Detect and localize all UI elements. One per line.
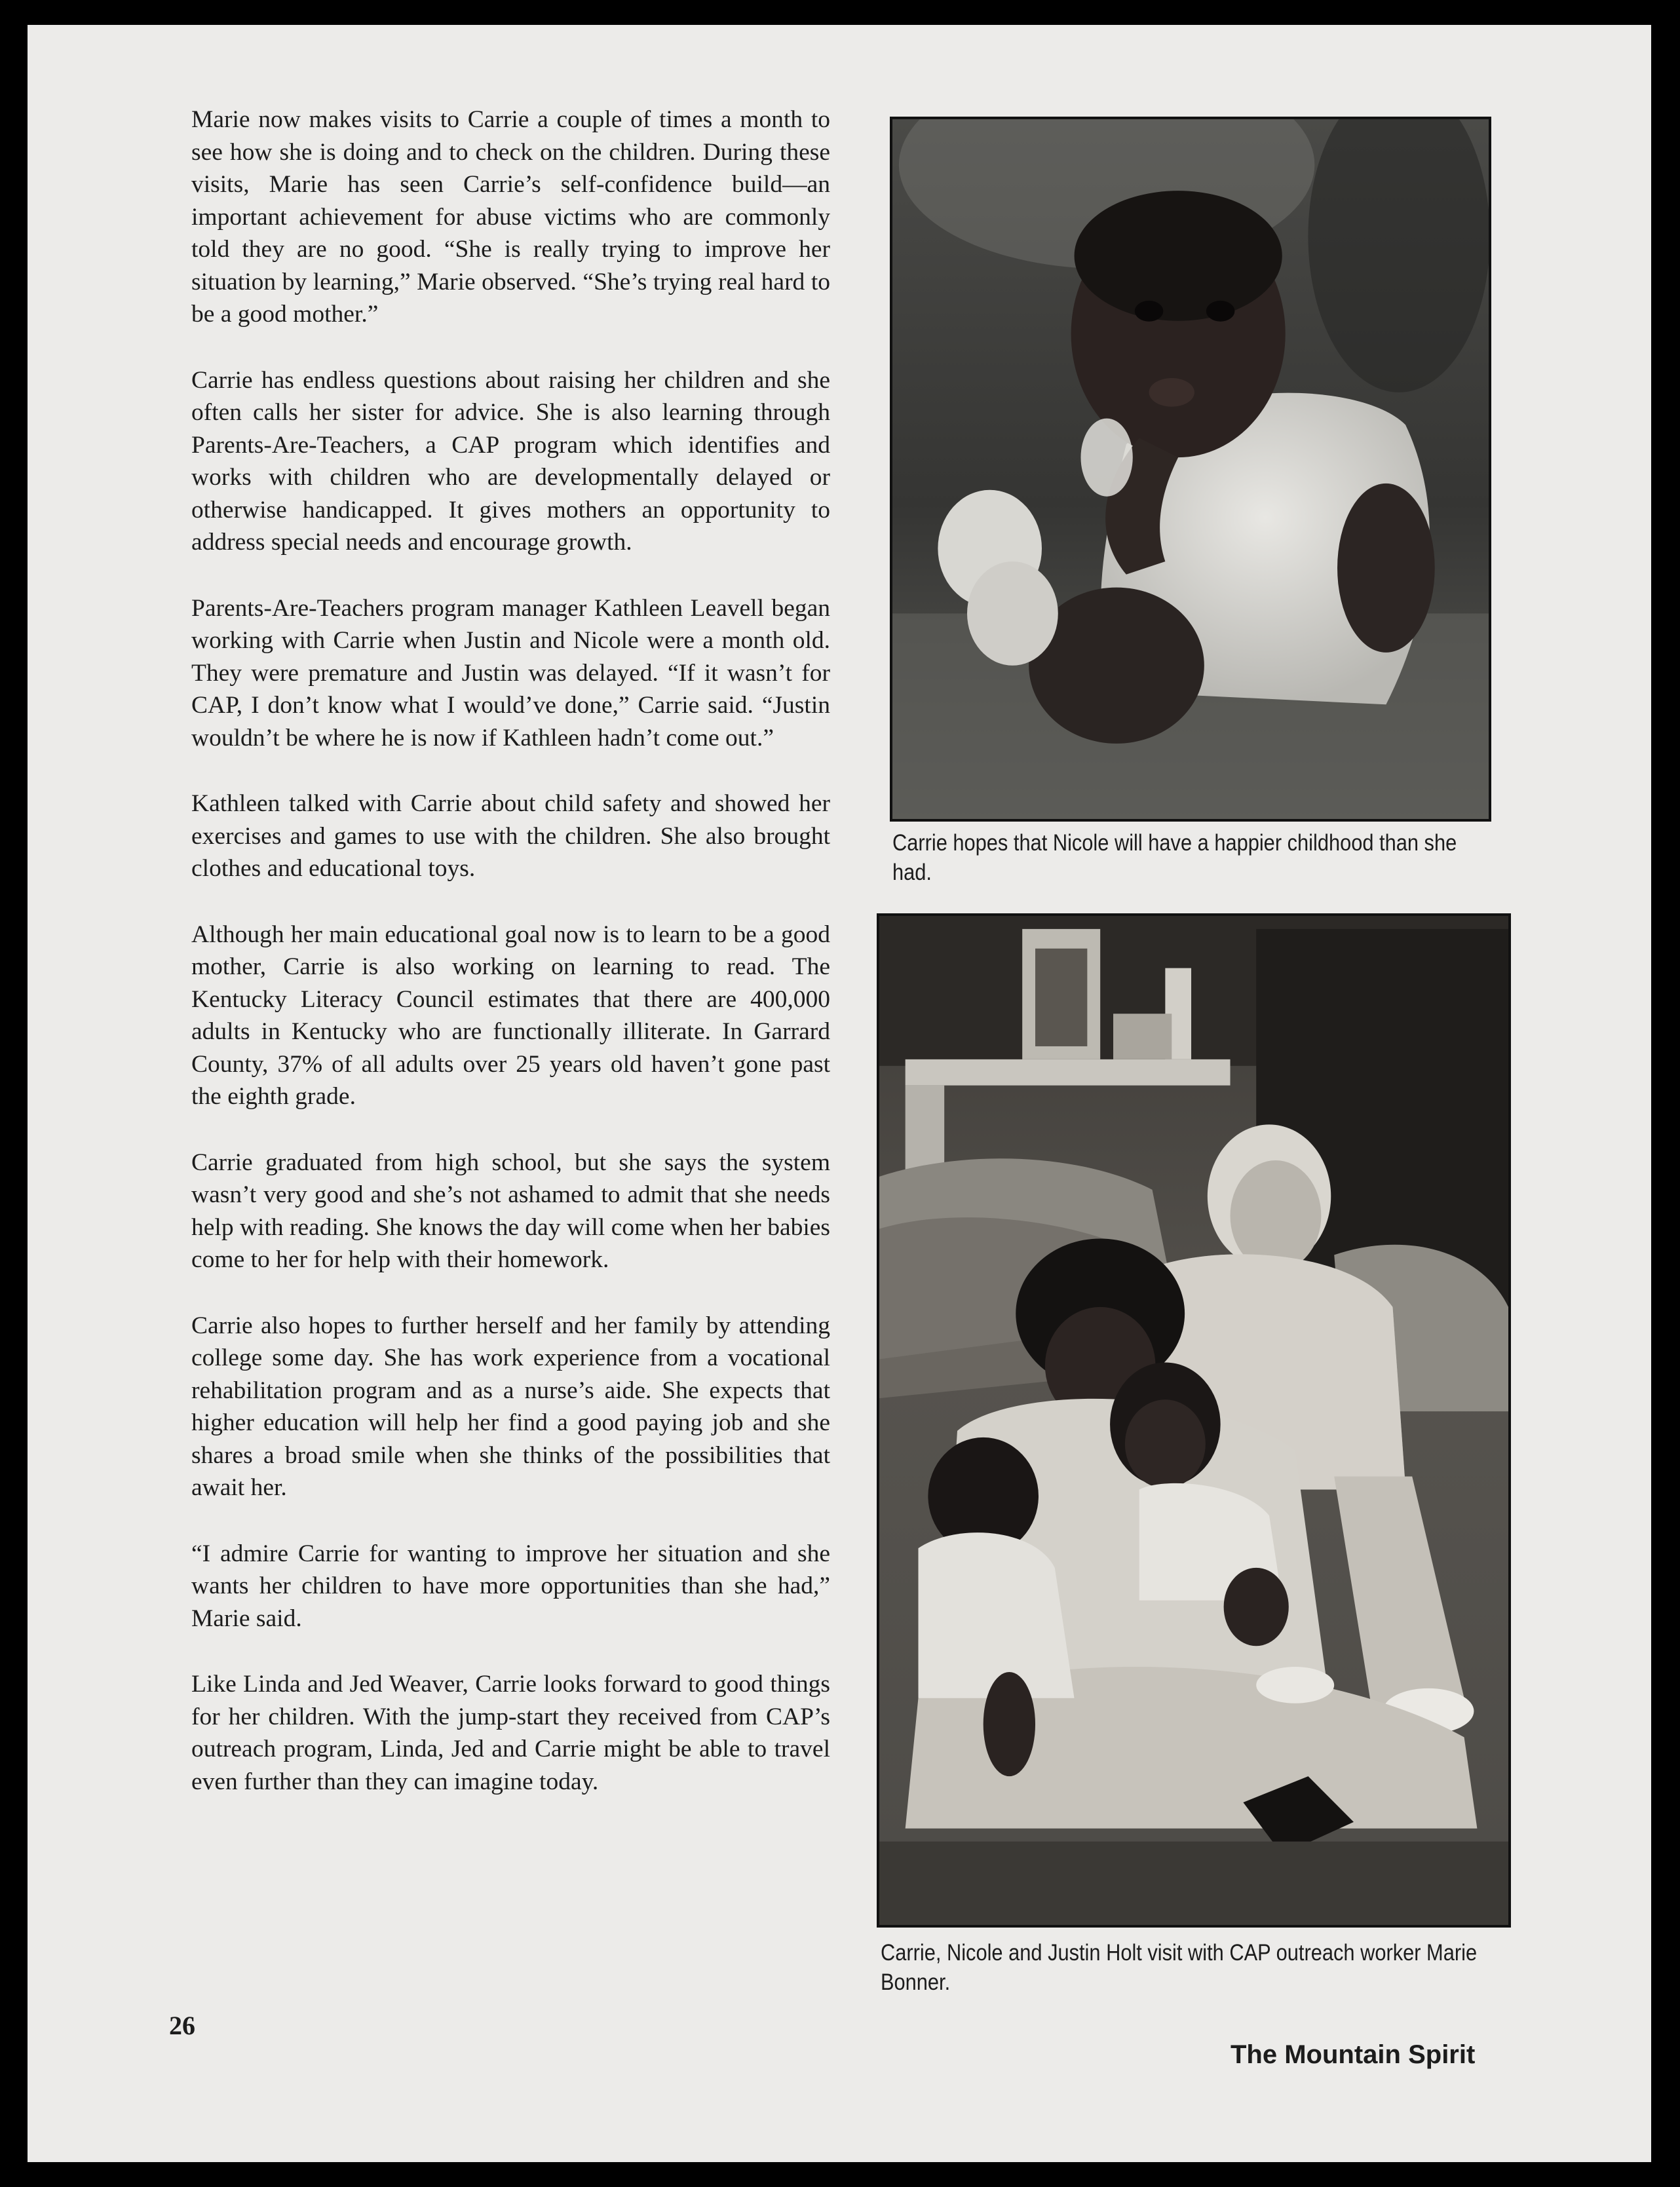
article-paragraph-1: Marie now makes visits to Carrie a couple of times a month to see how she is doing and to check on the children. During these visits, Marie has seen Carrie’s self-confidence build—an important achievement for abuse victims who are commonly told they are no good. “She is really trying to improve her situation by learning,” Marie observed. “She’s trying real hard to be a good mother.” (191, 106, 830, 328)
publication-name: The Mountain Spirit (1231, 2040, 1476, 2069)
article-paragraph-7: Carrie also hopes to further herself and her family by attending college some day. She has work experience from a vocational rehabilitation program and as a nurse’s aide. She expects that higher education will help her find a good paying job and she shares a broad smile when she thinks of the possibilities that await her. (191, 1312, 830, 1501)
photo-baby-nicole-caption: Carrie hopes that Nicole will have a happier childhood than she had. (892, 830, 1457, 885)
photo-holt-family (877, 913, 1511, 1928)
article-body (191, 104, 830, 1831)
photo-baby-nicole (890, 117, 1491, 822)
page-number: 26 (169, 2011, 195, 2040)
article-paragraph-4: Kathleen talked with Carrie about child safety and showed her exercises and games to use with the children. She also brought clothes and educational toys. (191, 790, 830, 882)
article-paragraph-6: Carrie graduated from high school, but she says the system wasn’t very good and she’s not ashamed to admit that she needs help with reading. She knows the day will come when her babies come to her for help with their homework. (191, 1149, 830, 1273)
photo-holt-family-caption: Carrie, Nicole and Justin Holt visit with CAP outreach worker Marie Bonner. (881, 1940, 1478, 1995)
article-paragraph-9: Like Linda and Jed Weaver, Carrie looks forward to good things for her children. With the jump-start they received from CAP’s outreach program, Linda, Jed and Carrie might be able to travel even further than they can imagine today. (191, 1671, 830, 1795)
article-paragraph-8: “I admire Carrie for wanting to improve her situation and she wants her children to have more opportunities than she had,” Marie said. (191, 1540, 830, 1632)
photo-holt-family-image (879, 916, 1508, 1925)
article-paragraph-2: Carrie has endless questions about raising her children and she often calls her sister for advice. She is also learning through Parents-Are-Teachers, a CAP program which identifies and works with children who are developmentally delayed or otherwise handicapped. It gives mothers an opportunity to address special needs and encourage growth. (191, 366, 830, 556)
article-paragraph-3: Parents-Are-Teachers program manager Kathleen Leavell began working with Carrie when Justin and Nicole were a month old. They were premature and Justin was delayed. “If it wasn’t for CAP, I don’t know what I would’ve done,” Carrie said. “Justin wouldn’t be where he is now if Kathleen hadn’t come out.” (191, 594, 830, 751)
photo-baby-nicole-image (892, 119, 1489, 819)
article-paragraph-5: Although her main educational goal now is to learn to be a good mother, Carrie is also working on learning to read. The Kentucky Literacy Council estimates that there are 400,000 adults in Kentucky who are functionally illiterate. In Garrard County, 37% of all adults over 25 years old haven’t gone past the eighth grade. (191, 921, 830, 1110)
magazine-page (28, 25, 1651, 2162)
